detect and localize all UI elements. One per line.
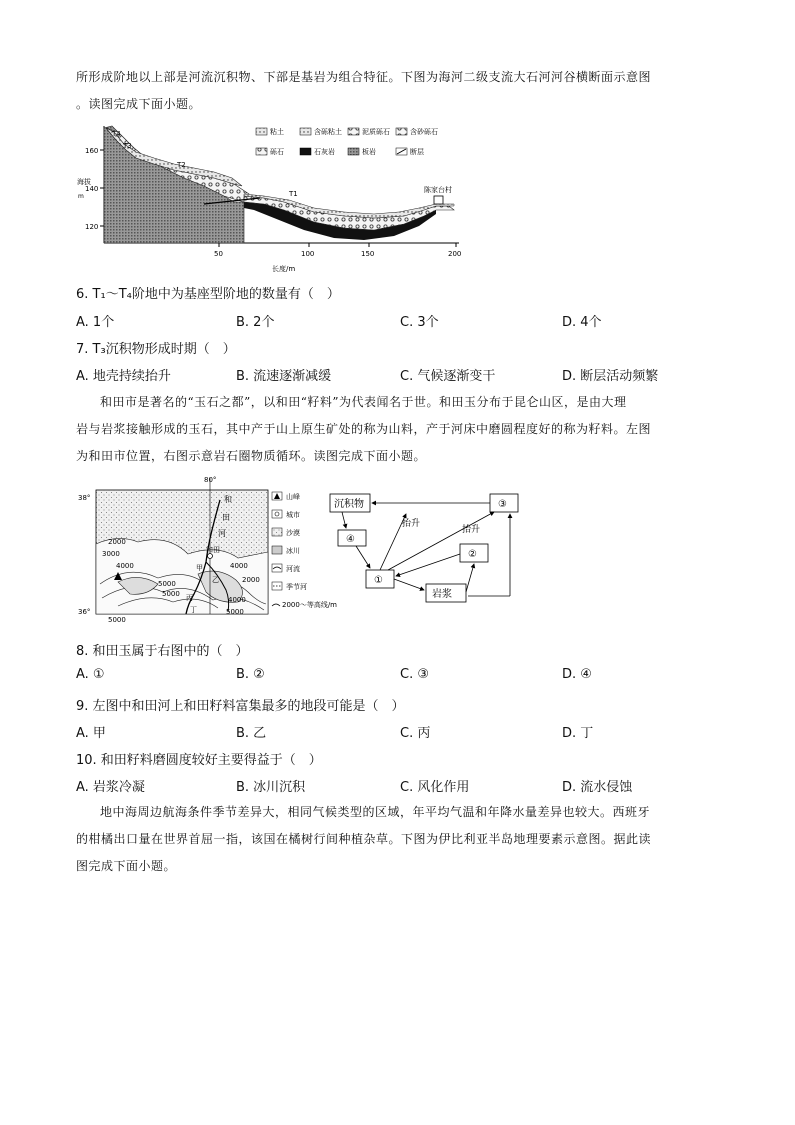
latitude-36: 36° — [78, 608, 91, 616]
question-6-option-b[interactable]: B. 2个 — [236, 315, 275, 330]
legend-limestone: 石灰岩 — [314, 148, 335, 156]
contour-label-5000-d: 5000 — [226, 608, 244, 616]
x-tick-50: 50 — [214, 250, 223, 258]
terrace-label-t1: T1 — [289, 190, 298, 198]
question-6-option-d[interactable]: D. 4个 — [562, 315, 602, 330]
river-name-char-2: 田 — [222, 513, 230, 522]
question-10-stem: 10. 和田籽料磨圆度较好主要得益于（ ） — [76, 753, 322, 768]
y-axis-unit: m — [78, 193, 84, 200]
segment-ding: 丁 — [190, 606, 197, 614]
contour-label-2000-b: 2000 — [242, 576, 260, 584]
river-name-char-1: 和 — [224, 495, 232, 504]
intro-paragraph-1-line-2: 。读图完成下面小题。 — [76, 97, 202, 111]
intro-paragraph-2-line-1: 和田市是著名的“玉石之都”，以和田“籽料”为代表闻名于世。和田玉分布于昆仑山区，是由大理 — [100, 395, 627, 409]
legend-peak: 山峰 — [286, 493, 300, 501]
question-10-option-a[interactable]: A. 岩浆冷凝 — [76, 780, 145, 795]
contour-label-5000-a: 5000 — [158, 580, 176, 588]
y-tick-140: 140 — [85, 185, 99, 193]
intro-paragraph-3-line-1: 地中海周边航海条件季节差异大，相同气候类型的区域，年平均气温和年降水量差异也较大。西班牙 — [100, 805, 651, 819]
intro-paragraph-3-line-2: 的柑橘出口量在世界首屈一指，该国在橘树行间种植杂草。下图为伊比利亚半岛地理要素示意图。据此读 — [76, 832, 652, 846]
segment-yi: 乙 — [212, 576, 219, 584]
figure-1-legend — [256, 127, 438, 156]
city-label: 和田 — [206, 546, 220, 554]
terrace-label-t3: T3 — [123, 142, 132, 150]
contour-label-4000: 4000 — [116, 562, 134, 570]
intro-paragraph-2-line-3: 为和田市位置，右图示意岩石圈物质循环。读图完成下面小题。 — [76, 449, 427, 463]
question-9-option-a[interactable]: A. 甲 — [76, 726, 106, 741]
question-8-option-d[interactable]: D. ④ — [562, 667, 592, 682]
question-9-stem: 9. 左图中和田河上和田籽料富集最多的地段可能是（ ） — [76, 699, 405, 714]
legend-gravelly-clay: 含砾粘土 — [314, 128, 342, 136]
village-house-icon — [434, 196, 443, 204]
contour-label-5000-c: 5000 — [108, 616, 126, 624]
question-7-stem: 7. T₃沉积物形成时期（ ） — [76, 342, 236, 357]
question-9-option-c[interactable]: C. 丙 — [400, 726, 431, 741]
valley-cross-section-figure — [74, 118, 494, 278]
contour-label-5000-b: 5000 — [162, 590, 180, 598]
node-3-label: ③ — [498, 499, 507, 510]
rock-cycle-diagram — [322, 484, 532, 608]
legend-fault: 断层 — [410, 148, 424, 156]
intro-paragraph-3-line-3: 图完成下面小题。 — [76, 859, 177, 873]
longitude-80: 80° — [204, 476, 217, 484]
question-8-stem: 8. 和田玉属于右图中的（ ） — [76, 644, 249, 659]
y-tick-160: 160 — [85, 147, 99, 155]
y-axis-label: 海拔 — [77, 178, 91, 186]
legend-glacier: 冰川 — [286, 547, 300, 555]
x-tick-100: 100 — [301, 250, 315, 258]
legend-seasonal-river: 季节河 — [286, 583, 307, 591]
question-7-option-c[interactable]: C. 气候逐渐变干 — [400, 369, 496, 384]
uplift-label-1: 抬升 — [402, 519, 421, 529]
question-8-option-c[interactable]: C. ③ — [400, 667, 429, 682]
contour-label-4000-c: 4000 — [228, 596, 246, 604]
question-6-stem: 6. T₁～T₄阶地中为基座型阶地的数量有（ ） — [76, 287, 340, 302]
contour-label-2000: 2000 — [108, 538, 126, 546]
question-10-option-b[interactable]: B. 冰川沉积 — [236, 780, 306, 795]
question-7-option-b[interactable]: B. 流速逐渐减缓 — [236, 369, 332, 384]
legend-desert: 沙漠 — [286, 529, 300, 537]
terrace-label-t2: T2 — [177, 161, 186, 169]
x-tick-200: 200 — [448, 250, 462, 258]
intro-paragraph-1-line-1: 所形成阶地以上部是河流沉积物、下部是基岩为组合特征。下图为海河二级支流大石河河谷横断面示意图 — [76, 70, 652, 84]
question-7-option-d[interactable]: D. 断层活动频繁 — [562, 369, 659, 384]
legend-muddy-gravel: 泥质砾石 — [362, 128, 390, 136]
terrace-label-t4: T4 — [112, 130, 121, 138]
contour-label-4000-b: 4000 — [230, 562, 248, 570]
legend-contour: 2000～等高线/m — [282, 601, 337, 609]
segment-jia: 甲 — [196, 564, 203, 572]
hotan-city-marker — [208, 554, 213, 559]
y-tick-120: 120 — [85, 223, 99, 231]
sediment-label: 沉积物 — [334, 499, 364, 510]
legend-city: 城市 — [286, 511, 300, 519]
question-8-option-b[interactable]: B. ② — [236, 667, 265, 682]
segment-bing: 丙 — [186, 594, 193, 602]
legend-river: 河流 — [286, 565, 300, 573]
question-9-option-d[interactable]: D. 丁 — [562, 726, 594, 741]
node-2-label: ② — [468, 549, 477, 560]
question-6-option-a[interactable]: A. 1个 — [76, 315, 115, 330]
legend-gravel: 砾石 — [270, 148, 284, 156]
latitude-38: 38° — [78, 494, 91, 502]
question-10-option-c[interactable]: C. 风化作用 — [400, 780, 470, 795]
village-label: 陈家台村 — [424, 186, 452, 194]
legend-slate: 板岩 — [362, 148, 376, 156]
x-tick-150: 150 — [361, 250, 375, 258]
question-6-option-c[interactable]: C. 3个 — [400, 315, 439, 330]
node-4-label: ④ — [346, 534, 355, 545]
question-10-option-d[interactable]: D. 流水侵蚀 — [562, 780, 633, 795]
contour-label-3000: 3000 — [102, 550, 120, 558]
river-name-char-3: 河 — [218, 529, 226, 538]
question-7-option-a[interactable]: A. 地壳持续抬升 — [76, 369, 171, 384]
node-1-label: ① — [374, 575, 383, 586]
question-8-option-a[interactable]: A. ① — [76, 667, 105, 682]
x-axis-label: 长度/m — [272, 265, 296, 273]
legend-city-icon — [275, 512, 279, 516]
magma-label: 岩浆 — [432, 589, 452, 600]
legend-clay: 粘土 — [270, 128, 284, 136]
question-9-option-b[interactable]: B. 乙 — [236, 726, 267, 741]
intro-paragraph-2-line-2: 岩与岩浆接触形成的玉石，其中产于山上原生矿处的称为山料，产于河床中磨圆程度好的称为籽料。左图 — [76, 422, 652, 436]
uplift-label-2: 抬升 — [462, 525, 481, 535]
legend-sandy-gravel: 含砂砾石 — [410, 128, 438, 136]
